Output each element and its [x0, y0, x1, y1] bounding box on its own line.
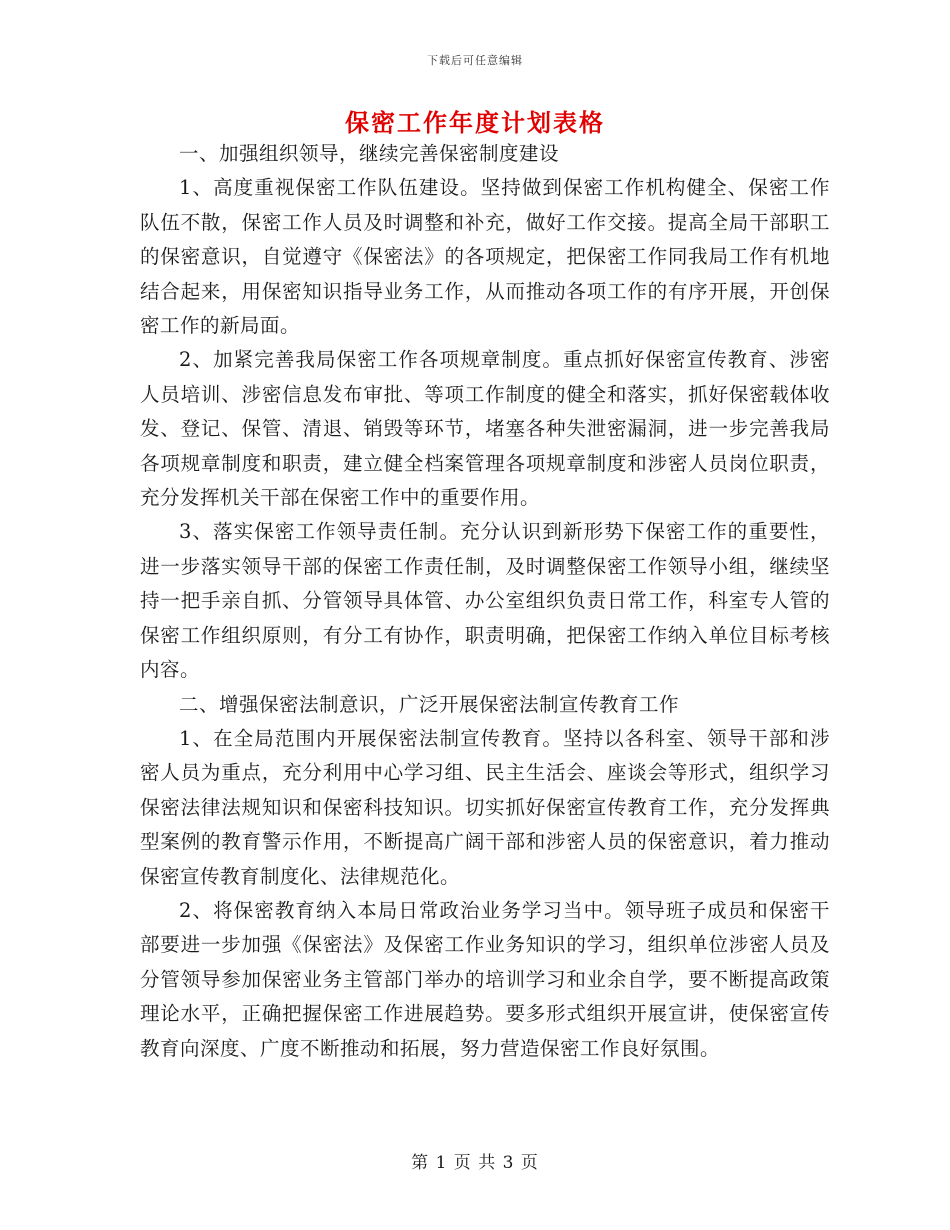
document-title: 保密工作年度计划表格	[345, 108, 605, 137]
section-heading-2: 二、增强保密法制意识，广泛开展保密法制宣传教育工作	[179, 692, 680, 716]
section-heading-1: 一、加强组织领导，继续完善保密制度建设	[179, 142, 560, 165]
paragraph-2-2: 2、将保密教育纳入本局日常政治业务学习当中。领导班子成员和保密干部要进一步加强《保密法》及保密工作业务知识的学习，组织单位涉密人员及分管领导参加保密业务主管部门举办的培训学习和业余自学，要不断提高政策理论水平，正确把握保密工作进展趋势。要多形式组织开展宣讲，使保密宣传教育向深度、广度不断推动和拓展，努力营造保密工作良好氛围。	[140, 898, 830, 1060]
page-number-footer: 第 1 页 共 3 页	[411, 1153, 539, 1173]
paragraph-1-2: 2、加紧完善我局保密工作各项规章制度。重点抓好保密宣传教育、涉密人员培训、涉密信息发布审批、等项工作制度的健全和落实，抓好保密载体收发、登记、保管、清退、销毁等环节，堵塞各种失泄密漏洞，进一步完善我局各项规章制度和职责，建立健全档案管理各项规章制度和涉密人员岗位职责，充分发挥机关干部在保密工作中的重要作用。	[140, 348, 830, 510]
page-header-note: 下载后可任意编辑	[427, 54, 523, 67]
paragraph-1-3: 3、落实保密工作领导责任制。充分认识到新形势下保密工作的重要性，进一步落实领导干部的保密工作责任制，及时调整保密工作领导小组，继续坚持一把手亲自抓、分管领导具体管、办公室组织负责日常工作，科室专人管的保密工作组织原则，有分工有协作，职责明确，把保密工作纳入单位目标考核内容。	[140, 520, 830, 682]
paragraph-2-1: 1、在全局范围内开展保密法制宣传教育。坚持以各科室、领导干部和涉密人员为重点，充分利用中心学习组、民主生活会、座谈会等形式，组织学习保密法律法规知识和保密科技知识。切实抓好保密宣传教育工作，充分发挥典型案例的教育警示作用，不断提高广阔干部和涉密人员的保密意识，着力推动保密宣传教育制度化、法律规范化。	[140, 726, 830, 888]
document-body	[140, 137, 830, 1066]
paragraph-1-1: 1、高度重视保密工作队伍建设。坚持做到保密工作机构健全、保密工作队伍不散，保密工作人员及时调整和补充，做好工作交接。提高全局干部职工的保密意识，自觉遵守《保密法》的各项规定，把保密工作同我局工作有机地结合起来，用保密知识指导业务工作，从而推动各项工作的有序开展，开创保密工作的新局面。	[140, 176, 830, 338]
